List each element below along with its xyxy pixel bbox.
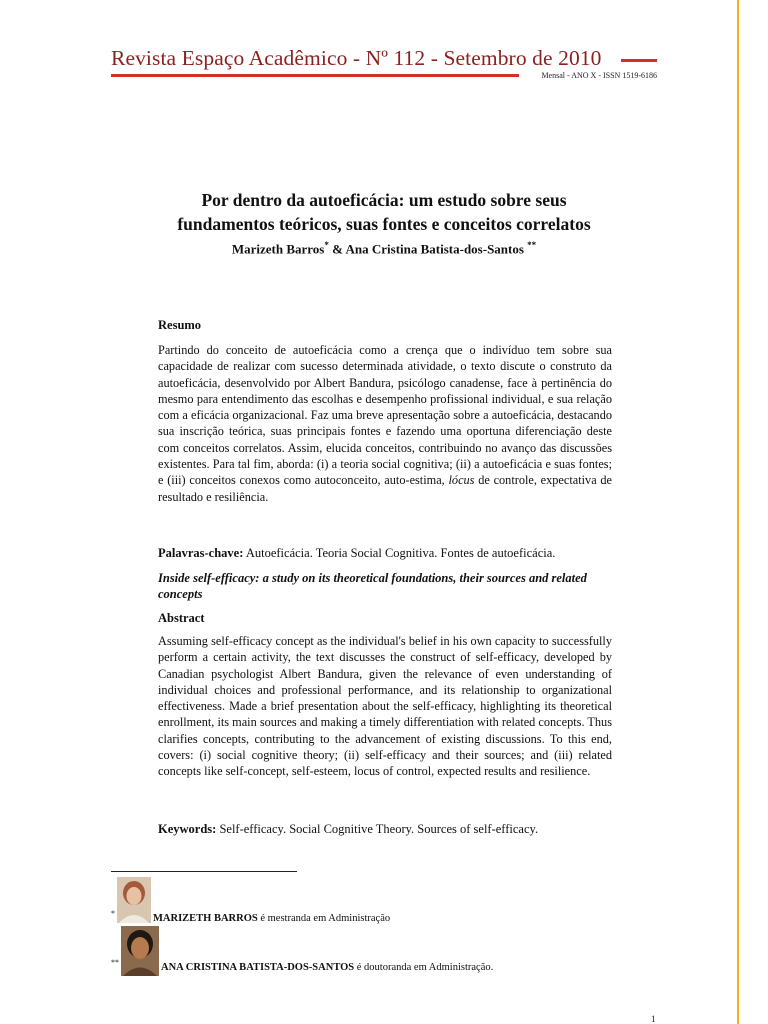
journal-issn: Mensal - ANO X - ISSN 1519-6186	[541, 71, 657, 80]
footnote-2-name: ANA CRISTINA BATISTA-DOS-SANTOS	[161, 962, 355, 973]
resumo-keywords-text: Autoeficácia. Teoria Social Cognitiva. Fontes de autoeficácia.	[245, 546, 556, 560]
author-separator: &	[332, 241, 343, 257]
author-2-footnote-mark: **	[527, 240, 537, 250]
masthead-accent-line	[621, 59, 657, 62]
journal-masthead	[111, 46, 657, 86]
resumo-body-italic: lócus	[448, 473, 475, 488]
page-side-rule	[737, 0, 739, 1024]
author-2: Ana Cristina Batista-dos-Santos	[345, 241, 524, 257]
footnote-2-desc: é doutoranda em Administração.	[356, 962, 494, 973]
english-keywords-text: Self-efficacy. Social Cognitive Theory. Sources of self-efficacy.	[219, 822, 539, 836]
resumo-body-part-1: Partindo do conceito de autoeficácia como a crença que o indivíduo tem sobre sua capacidade de realizar com sucesso determinada atividade, o texto discute o construto da autoeficácia, desenvolvido por Albert Bandura, psicólogo canadense, face à pertinência do mesmo para entendimento das escolhas e desempenho profissional individual, e sua relação com a eficácia organizacional. Faz uma breve apresentação sobre a autoeficácia, destacando sua inscrição teórica, suas principais fontes e fazendo uma oportuna diferenciação deste com conceitos correlatos. Assim, elucida conceitos, contribuindo no avanço das discussões existentes. Para tal fim, aborda: (i) a teoria social cognitiva; (ii) a autoeficácia e suas fontes; e (iii) conceitos conexos como autoconceito, auto-estima,	[158, 343, 612, 488]
article-title	[100, 188, 668, 236]
resumo-keywords-label: Palavras-chave:	[158, 546, 244, 560]
article-title-line-1: Por dentro da autoeficácia: um estudo sobre seus	[201, 190, 567, 210]
author-1: Marizeth Barros	[231, 241, 325, 257]
footnote-1-mark: *	[111, 909, 115, 918]
footnote-2-text	[161, 962, 493, 973]
footnote-separator	[111, 871, 297, 872]
masthead-underline	[111, 74, 519, 77]
footnote-1-name: MARIZETH BARROS	[153, 913, 258, 924]
resumo-heading: Resumo	[158, 318, 202, 332]
abstract-body: Assuming self-efficacy concept as the individual's belief in his own capacity to successfully perform a certain activity, the text discusses the construct of self-efficacy, developed by Canadian psychologist Albert Bandura, given the relevance of even understanding of individual choices and professional performance, and its relationship to organizational effectiveness. Made a brief presentation about the self-efficacy, highlighting its theoretical enrollment, its main sources and making a timely differentiation with related concepts. Thus clarifies concepts, contributing to the advancement of existing discussions. To this end, covers: (i) social cognitive theory; (ii) self-efficacy and their sources; and (iii) related concepts like self-concept, self-esteem, locus of control, expected results and resilience.	[158, 634, 612, 779]
author-1-photo	[117, 877, 151, 923]
english-keywords	[158, 822, 628, 837]
page-number: 1	[651, 1014, 656, 1024]
author-2-photo	[121, 926, 159, 976]
footnote-1-desc: é mestranda em Administração	[260, 913, 391, 924]
journal-title: Revista Espaço Acadêmico - Nº 112 - Setembro de 2010	[111, 46, 602, 70]
footnote-1-text	[153, 913, 390, 924]
english-keywords-label: Keywords:	[158, 822, 217, 836]
english-title: Inside self-efficacy: a study on its theoretical foundations, their sources and related concepts	[158, 571, 587, 601]
resumo-body	[158, 342, 612, 505]
resumo-keywords	[158, 546, 628, 561]
article-title-line-2: fundamentos teóricos, suas fontes e conceitos correlatos	[177, 214, 591, 234]
abstract-heading: Abstract	[158, 611, 205, 625]
footnote-2-mark: **	[111, 958, 119, 967]
resumo-body-part-2: de controle, expectativa de resultado e resiliência.	[158, 473, 613, 504]
article-authors	[100, 240, 668, 257]
author-1-footnote-mark: *	[324, 240, 329, 250]
